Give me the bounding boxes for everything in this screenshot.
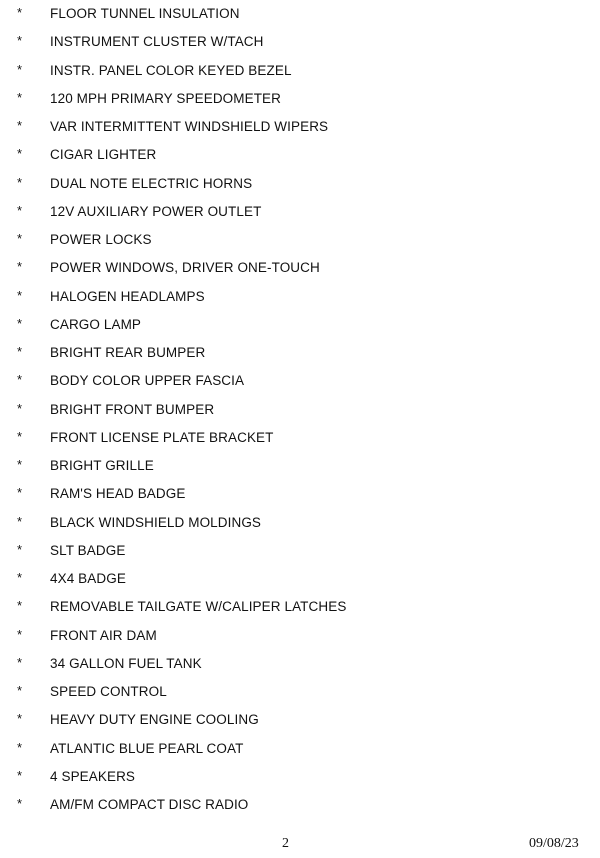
list-item	[0, 626, 600, 646]
bullet-marker: *	[17, 654, 23, 670]
list-item-text: 4 SPEAKERS	[50, 768, 136, 784]
bullet-marker: *	[17, 626, 23, 642]
list-item	[0, 287, 600, 307]
list-item-text: REMOVABLE TAILGATE W/CALIPER LATCHES	[50, 599, 347, 615]
bullet-marker: *	[17, 541, 23, 557]
bullet-marker: *	[17, 739, 23, 755]
list-item	[0, 4, 600, 24]
list-item-text: BODY COLOR UPPER FASCIA	[50, 373, 245, 389]
list-item-text: INSTR. PANEL COLOR KEYED BEZEL	[50, 62, 292, 78]
bullet-marker: *	[17, 485, 23, 501]
bullet-marker: *	[17, 61, 23, 77]
bullet-marker: *	[17, 146, 23, 162]
list-item-text: FRONT LICENSE PLATE BRACKET	[50, 429, 274, 445]
list-item	[0, 767, 600, 787]
list-item-text: CARGO LAMP	[50, 316, 142, 332]
list-item	[0, 456, 600, 476]
list-item-text: POWER WINDOWS, DRIVER ONE-TOUCH	[50, 260, 320, 276]
list-item	[0, 541, 600, 561]
list-item-text: BRIGHT FRONT BUMPER	[50, 401, 215, 417]
bullet-marker: *	[17, 89, 23, 105]
bullet-marker: *	[17, 598, 23, 614]
bullet-marker: *	[17, 570, 23, 585]
list-item-text: DUAL NOTE ELECTRIC HORNS	[50, 175, 253, 191]
bullet-marker: *	[17, 33, 23, 49]
bullet-marker: *	[17, 5, 23, 20]
bullet-marker: *	[17, 287, 23, 303]
bullet-marker: *	[17, 344, 23, 359]
list-item-text: HEAVY DUTY ENGINE COOLING	[50, 712, 259, 728]
list-item-text: POWER LOCKS	[50, 232, 152, 247]
list-item	[0, 145, 600, 165]
list-item	[0, 710, 600, 730]
bullet-marker: *	[17, 683, 23, 698]
list-item-text: 12V AUXILIARY POWER OUTLET	[50, 203, 262, 219]
list-item-text: HALOGEN HEADLAMPS	[50, 288, 205, 304]
list-item	[0, 682, 600, 702]
list-item-text: BRIGHT REAR BUMPER	[50, 345, 206, 360]
page-number: 2	[282, 836, 289, 851]
list-item	[0, 258, 600, 278]
list-item	[0, 400, 600, 420]
list-item	[0, 371, 600, 391]
list-item-text: SLT BADGE	[50, 542, 126, 558]
list-item	[0, 513, 600, 533]
list-item-text: BRIGHT GRILLE	[50, 458, 154, 473]
bullet-marker: *	[17, 372, 23, 388]
list-item	[0, 174, 600, 194]
list-item	[0, 428, 600, 448]
list-item-text: FRONT AIR DAM	[50, 627, 157, 643]
list-item	[0, 32, 600, 52]
list-item	[0, 230, 600, 250]
bullet-marker: *	[17, 259, 23, 275]
list-item-text: RAM'S HEAD BADGE	[50, 486, 186, 502]
bullet-marker: *	[17, 118, 23, 133]
bullet-marker: *	[17, 428, 23, 444]
list-item-text: INSTRUMENT CLUSTER W/TACH	[50, 34, 264, 50]
list-item	[0, 117, 600, 137]
list-item-text: VAR INTERMITTENT WINDSHIELD WIPERS	[50, 119, 329, 134]
list-item-text: 4X4 BADGE	[50, 571, 126, 586]
list-item	[0, 569, 600, 589]
bullet-marker: *	[17, 202, 23, 218]
bullet-marker: *	[17, 231, 23, 246]
list-item-text: CIGAR LIGHTER	[50, 147, 157, 163]
list-item-text: 34 GALLON FUEL TANK	[50, 655, 202, 671]
list-item-text: BLACK WINDSHIELD MOLDINGS	[50, 514, 262, 530]
list-item-text: FLOOR TUNNEL INSULATION	[50, 6, 240, 21]
print-date: 09/08/23	[529, 836, 579, 851]
list-item-text: ATLANTIC BLUE PEARL COAT	[50, 740, 244, 756]
list-item	[0, 315, 600, 335]
list-item-text: 120 MPH PRIMARY SPEEDOMETER	[50, 90, 282, 106]
bullet-marker: *	[17, 457, 23, 472]
list-item-text: AM/FM COMPACT DISC RADIO	[50, 797, 249, 812]
bullet-marker: *	[17, 315, 23, 331]
bullet-marker: *	[17, 400, 23, 416]
list-item	[0, 343, 600, 363]
list-item	[0, 597, 600, 617]
list-item	[0, 739, 600, 759]
bullet-marker: *	[17, 796, 23, 811]
bullet-marker: *	[17, 767, 23, 783]
list-item	[0, 61, 600, 81]
list-item	[0, 202, 600, 222]
bullet-marker: *	[17, 711, 23, 727]
list-item	[0, 484, 600, 504]
list-item	[0, 89, 600, 109]
list-item	[0, 795, 600, 815]
list-item	[0, 654, 600, 674]
list-item-text: SPEED CONTROL	[50, 684, 167, 699]
bullet-marker: *	[17, 174, 23, 190]
bullet-marker: *	[17, 513, 23, 529]
